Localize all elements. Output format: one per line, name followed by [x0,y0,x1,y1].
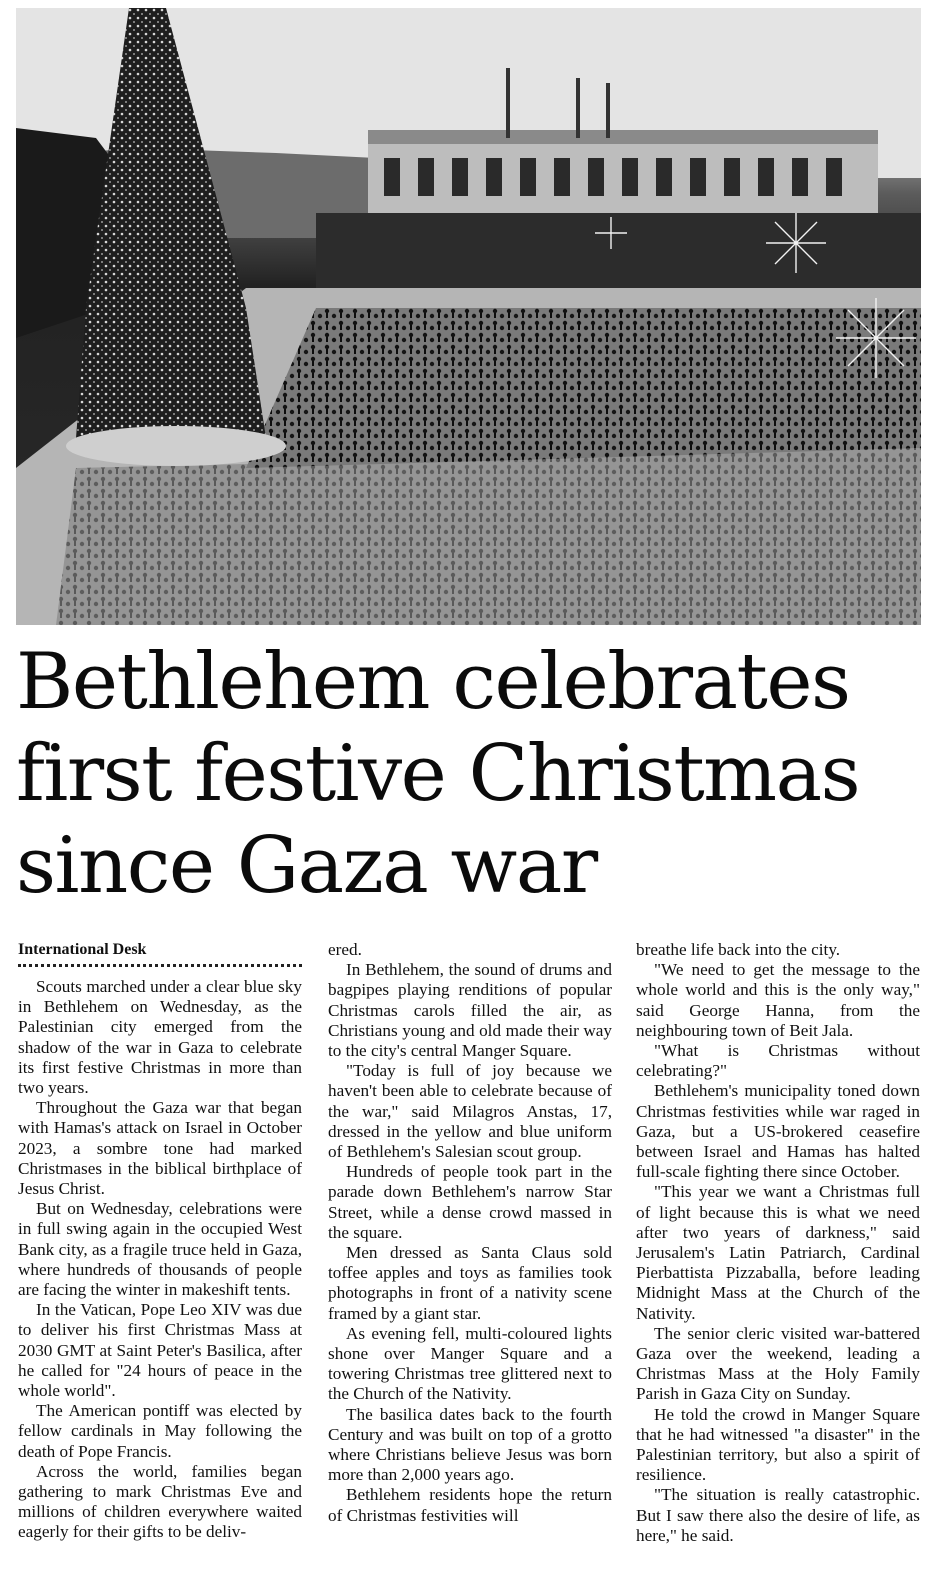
column-2 [328,940,612,1526]
paragraph: "Today is full of joy because we haven't been able to celebrate because of the war," said Milagros Anstas, 17, dressed in the yellow and blue uniform of Bethlehem's Salesian scout group. [328,1061,612,1162]
article-photo [16,8,921,625]
paragraph: Across the world, families began gathering to mark Christmas Eve and millions of children everywhere waited eagerly for their gifts to be deliv- [18,1461,302,1542]
paragraph: But on Wednesday, celebrations were in full swing again in the occupied West Bank city, as a fragile truce held in Gaza, where hundreds of thousands of people are facing the winter in makeshift tents. [18,1199,302,1300]
headline: Bethlehem celebrates first festive Christmas since Gaza war [16,637,860,911]
paragraph: He told the crowd in Manger Square that he had witnessed "a disaster" in the Palestinian territory, but also a spirit of resilience. [636,1404,920,1485]
paragraph: In Bethlehem, the sound of drums and bagpipes playing renditions of popular Christmas carols filled the air, as Christians young and old made their way to the city's central Manger Square. [328,960,612,1061]
column-1 [18,940,302,1543]
paragraph: The senior cleric visited war-battered Gaza over the weekend, leading a Christmas Mass at the Holy Family Parish in Gaza City on Sunday. [636,1323,920,1404]
paragraph: Hundreds of people took part in the parade down Bethlehem's narrow Star Street, while a dense crowd massed in the square. [328,1162,612,1242]
paragraph: Bethlehem residents hope the return of Christmas festivities will [328,1485,612,1525]
column-3 [636,940,920,1546]
paragraph-continuation: ered. [328,940,362,959]
paragraph: "This year we want a Christmas full of light because this is what we need after two years of darkness," said Jerusalem's Latin Patriarch, Cardinal Pierbattista Pizzaballa, before leading Midnight Mass at the Church of the Nativity. [636,1182,920,1323]
paragraph: Bethlehem's municipality toned down Christmas festivities while war raged in Gaza, but a US-brokered ceasefire between Israel and Hamas has halted full-scale fighting there since October. [636,1081,920,1182]
paragraph: As evening fell, multi-coloured lights shone over Manger Square and a towering Christmas tree glittered next to the Church of the Nativity. [328,1323,612,1404]
paragraph: "We need to get the message to the whole world and this is the only way," said George Hanna, from the neighbouring town of Beit Jala. [636,960,920,1040]
paragraph: "What is Christmas without celebrating?" [636,1041,920,1081]
paragraph: Throughout the Gaza war that began with Hamas's attack on Israel in October 2023, a sombre tone had marked Christmases in the biblical birthplace of Jesus Christ. [18,1098,302,1199]
article-body [18,940,920,1590]
byline: International Desk [18,940,302,967]
paragraph: The basilica dates back to the fourth Century and was built on top of a grotto where Christians believe Jesus was born more than 2,000 years ago. [328,1404,612,1485]
paragraph: Men dressed as Santa Claus sold toffee apples and toys as families took photographs in front of a nativity scene framed by a giant star. [328,1243,612,1323]
paragraph: Scouts marched under a clear blue sky in Bethlehem on Wednesday, as the Palestinian city emerged from the shadow of the war in Gaza to celebrate its first festive Christmas in more than two years. [18,977,302,1098]
paragraph: The American pontiff was elected by fellow cardinals in May following the death of Pope Francis. [18,1401,302,1461]
bethlehem-manger-square-photo [16,8,921,625]
paragraph: In the Vatican, Pope Leo XIV was due to deliver his first Christmas Mass at 2030 GMT at Saint Peter's Basilica, after he called for "24 hours of peace in the whole world". [18,1300,302,1401]
paragraph: "The situation is really catastrophic. But I saw there also the desire of life, as here," he said. [636,1485,920,1545]
paragraph-continuation: breathe life back into the city. [636,940,841,959]
